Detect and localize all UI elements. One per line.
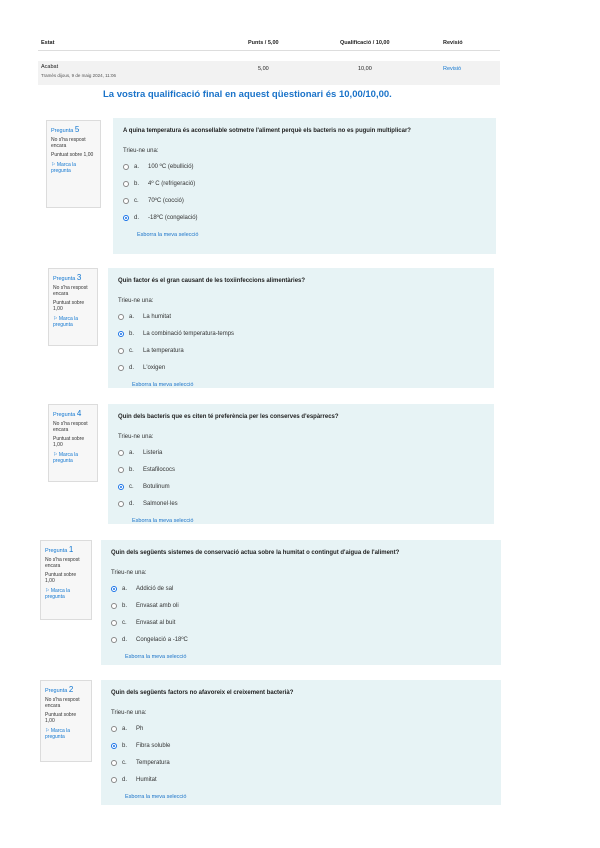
radio-button[interactable] <box>111 637 117 643</box>
final-grade-text: La vostra qualificació final en aquest qüestionari és 10,00/10,00. <box>103 89 392 100</box>
option-c[interactable]: c. 70ºC (cocció) <box>123 196 486 205</box>
choose-one-label: Trieu-ne una: <box>123 148 159 154</box>
option-a[interactable]: a. Ph <box>111 724 491 733</box>
radio-button[interactable] <box>111 620 117 626</box>
clear-selection-link[interactable]: Esborra la meva selecció <box>132 382 194 388</box>
choose-one-label: Trieu-ne una: <box>111 570 147 576</box>
option-b[interactable]: b. Envasat amb oli <box>111 601 491 610</box>
clear-selection-link[interactable]: Esborra la meva selecció <box>125 654 187 660</box>
radio-button[interactable] <box>123 164 129 170</box>
radio-button[interactable] <box>111 760 117 766</box>
option-a[interactable]: a. Listeria <box>118 448 484 457</box>
radio-button-selected[interactable] <box>118 331 124 337</box>
question-info <box>48 404 98 482</box>
radio-button[interactable] <box>111 726 117 732</box>
question-info <box>40 680 92 762</box>
review-link[interactable]: Revisió <box>443 66 462 72</box>
question-info <box>46 120 101 208</box>
option-b[interactable]: b. Fibra soluble <box>111 741 491 750</box>
question-number: Pregunta 3 <box>53 273 82 282</box>
question-box <box>101 680 501 805</box>
clear-selection-link[interactable]: Esborra la meva selecció <box>132 518 194 524</box>
question-status: No s'ha respost encara <box>53 421 88 433</box>
summary-header-row <box>38 36 500 51</box>
option-d[interactable]: d. Humitat <box>111 775 491 784</box>
question-number: Pregunta 1 <box>45 545 74 554</box>
clear-selection-link[interactable]: Esborra la meva selecció <box>137 232 199 238</box>
question-score: Puntuat sobre 1,00 <box>45 712 77 724</box>
question-score: Puntuat sobre 1,00 <box>53 436 85 448</box>
question-info <box>40 540 92 620</box>
clear-selection-link[interactable]: Esborra la meva selecció <box>125 794 187 800</box>
question-text: Quin dels següents sistemes de conservació actua sobre la humitat o contingut d'aigua de l'aliment? <box>111 550 400 556</box>
question-status: No s'ha respost encara <box>45 697 80 709</box>
question-status: No s'ha respost encara <box>53 285 88 297</box>
choose-one-label: Trieu-ne una: <box>111 710 147 716</box>
question-text: A quina temperatura és aconsellable sotmetre l'aliment perquè els bacteris no es puguin multiplicar? <box>123 128 411 134</box>
header-points: Punts / 5,00 <box>248 40 279 46</box>
radio-button[interactable] <box>111 777 117 783</box>
option-b[interactable]: b. Estafilococs <box>118 465 484 474</box>
option-b[interactable]: b. 4º C (refrigeració) <box>123 179 486 188</box>
radio-button[interactable] <box>123 181 129 187</box>
option-a[interactable]: a. 100 ºC (ebullició) <box>123 162 486 171</box>
radio-button[interactable] <box>118 314 124 320</box>
option-d[interactable]: d. Salmonel·les <box>118 499 484 508</box>
question-text: Quin dels bacteris que es citen té preferència per les conserves d'espàrrecs? <box>118 414 339 420</box>
option-c[interactable]: c. Envasat al buit <box>111 618 491 627</box>
attempt-points: 5,00 <box>258 66 269 72</box>
radio-button[interactable] <box>118 348 124 354</box>
header-state: Estat <box>41 40 55 46</box>
question-box <box>113 118 496 254</box>
option-a[interactable]: a. Addició de sal <box>111 584 491 593</box>
question-number: Pregunta 2 <box>45 685 74 694</box>
question-score: Puntuat sobre 1,00 <box>53 300 85 312</box>
flag-question-link[interactable]: ⚐ Marca la pregunta <box>53 316 79 328</box>
option-c[interactable]: c. Temperatura <box>111 758 491 767</box>
radio-button-selected[interactable] <box>111 743 117 749</box>
question-status: No s'ha respost encara <box>45 557 80 569</box>
choose-one-label: Trieu-ne una: <box>118 434 154 440</box>
radio-button[interactable] <box>118 467 124 473</box>
choose-one-label: Trieu-ne una: <box>118 298 154 304</box>
question-score: Puntuat sobre 1,00 <box>51 152 94 158</box>
option-d[interactable]: d. -18ºC (congelació) <box>123 213 486 222</box>
radio-button-selected[interactable] <box>123 215 129 221</box>
option-d[interactable]: d. Congelació a -18ºC <box>111 635 491 644</box>
radio-button-selected[interactable] <box>111 586 117 592</box>
radio-button[interactable] <box>118 501 124 507</box>
flag-question-link[interactable]: ⚐ Marca la pregunta <box>51 162 77 174</box>
attempt-submitted: Tramès dijous, 9 de maig 2024, 11:06 <box>41 73 117 78</box>
attempt-state: Acabat <box>41 64 59 70</box>
header-review: Revisió <box>443 40 463 46</box>
option-c[interactable]: c. La temperatura <box>118 346 484 355</box>
option-d[interactable]: d. L'oxigen <box>118 363 484 372</box>
question-text: Quin dels següents factors no afavoreix el creixement bacterià? <box>111 690 294 696</box>
option-b[interactable]: b. La combinació temperatura-temps <box>118 329 484 338</box>
question-info <box>48 268 98 346</box>
option-a[interactable]: a. La humitat <box>118 312 484 321</box>
flag-question-link[interactable]: ⚐ Marca la pregunta <box>45 728 71 740</box>
question-score: Puntuat sobre 1,00 <box>45 572 77 584</box>
header-grade: Qualificació / 10,00 <box>340 40 390 46</box>
flag-question-link[interactable]: ⚐ Marca la pregunta <box>45 588 71 600</box>
radio-button[interactable] <box>118 365 124 371</box>
flag-question-link[interactable]: ⚐ Marca la pregunta <box>53 452 79 464</box>
question-number: Pregunta 5 <box>51 125 80 134</box>
attempt-summary-table <box>38 36 500 85</box>
question-box <box>101 540 501 665</box>
summary-row <box>38 61 500 85</box>
attempt-grade: 10,00 <box>358 66 372 72</box>
question-box <box>108 268 494 388</box>
question-text: Quin factor és el gran causant de les toxiinfeccions alimentàries? <box>118 278 306 284</box>
radio-button[interactable] <box>118 450 124 456</box>
radio-button-selected[interactable] <box>118 484 124 490</box>
question-box <box>108 404 494 524</box>
question-number: Pregunta 4 <box>53 409 82 418</box>
question-status: No s'ha respost encara <box>51 137 86 149</box>
option-c[interactable]: c. Botulinum <box>118 482 484 491</box>
radio-button[interactable] <box>123 198 129 204</box>
radio-button[interactable] <box>111 603 117 609</box>
